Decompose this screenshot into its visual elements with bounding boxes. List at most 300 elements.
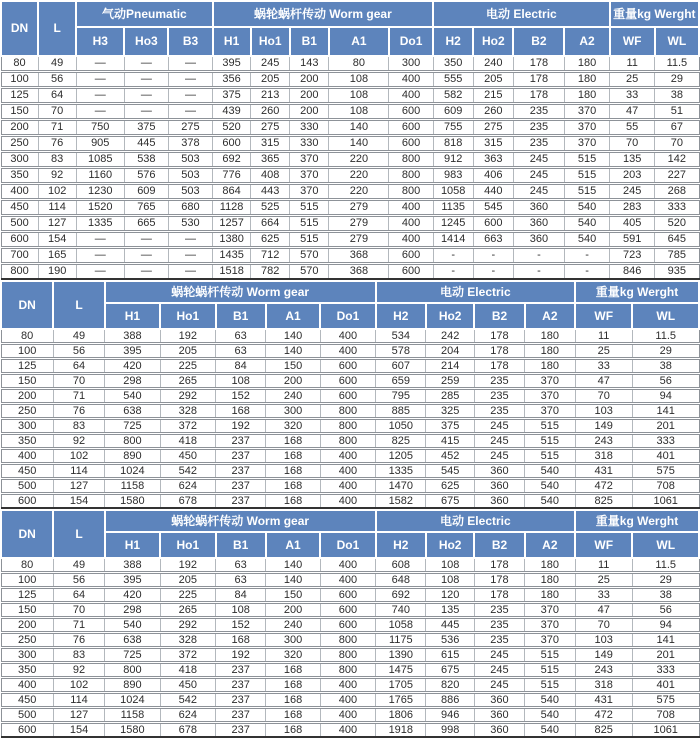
table-cell: — [124, 72, 168, 88]
table-cell: 1475 [376, 663, 426, 678]
table-cell: 582 [433, 88, 473, 104]
table-cell: 56 [38, 72, 76, 88]
table-cell: 540 [564, 200, 609, 216]
table-cell: 143 [290, 56, 329, 72]
table-cell: 333 [632, 663, 699, 678]
table-cell: - [433, 264, 473, 280]
table-cell: 800 [320, 663, 375, 678]
table-cell: 1580 [105, 723, 160, 738]
table-cell: 25 [610, 72, 655, 88]
table-cell: — [124, 264, 168, 280]
table-cell: 370 [564, 104, 609, 120]
table-cell: 515 [525, 449, 575, 464]
table-row [1, 588, 699, 603]
table-cell: 237 [216, 434, 266, 449]
table-cell: 180 [525, 558, 575, 573]
table-cell: 168 [216, 633, 266, 648]
table-cell: 259 [426, 374, 474, 389]
table-cell: 108 [329, 72, 389, 88]
table-cell: 420 [105, 359, 160, 374]
table-cell: 600 [389, 120, 433, 136]
table-cell: 368 [329, 248, 389, 264]
table-cell: 63 [216, 573, 266, 588]
table-cell: 245 [251, 56, 290, 72]
table-cell: 1135 [433, 200, 473, 216]
table-cell: 292 [160, 618, 215, 633]
table-cell: 600 [213, 136, 251, 152]
table-cell: — [124, 232, 168, 248]
col-header-b2: B2 [474, 303, 524, 329]
table-cell: 71 [38, 120, 76, 136]
col-header-b1: B1 [216, 532, 266, 558]
table-cell: 49 [53, 329, 104, 344]
table-cell: 325 [426, 404, 474, 419]
table-cell: 180 [564, 56, 609, 72]
col-header-b3: B3 [168, 27, 212, 56]
table-cell: 400 [320, 678, 375, 693]
table-cell: 600 [1, 494, 53, 509]
table-cell: - [433, 248, 473, 264]
table-cell: 400 [320, 479, 375, 494]
table-cell: 141 [632, 404, 699, 419]
table-cell: 275 [251, 120, 290, 136]
table-cell: 11 [575, 558, 632, 573]
table-cell: 268 [655, 184, 699, 200]
col-header-ho1: Ho1 [160, 303, 215, 329]
col-header-ho2: Ho2 [426, 303, 474, 329]
table-cell: 525 [251, 200, 290, 216]
col-header-h3: H3 [76, 27, 124, 56]
table-row [1, 200, 699, 216]
table-cell: 1705 [376, 678, 426, 693]
table-cell: 998 [426, 723, 474, 738]
col-header-b1: B1 [290, 27, 329, 56]
table-cell: 600 [473, 216, 513, 232]
table-row [1, 479, 699, 494]
table-cell: 600 [1, 723, 53, 738]
table-cell: 240 [473, 56, 513, 72]
table-cell: 1580 [105, 494, 160, 509]
table-cell: 360 [513, 200, 564, 216]
table-cell: 608 [376, 558, 426, 573]
table-cell: - [473, 264, 513, 280]
table-cell: 245 [610, 184, 655, 200]
table-cell: 318 [575, 678, 632, 693]
spec-table-1 [0, 0, 700, 280]
table-cell: 63 [216, 558, 266, 573]
table-cell: 401 [632, 678, 699, 693]
table-cell: 536 [426, 633, 474, 648]
table-cell: 84 [216, 359, 266, 374]
table-cell: 400 [389, 72, 433, 88]
table-cell: 108 [329, 104, 389, 120]
table-cell: 83 [38, 152, 76, 168]
table-cell: 1205 [376, 449, 426, 464]
table-row [1, 618, 699, 633]
table-cell: 600 [389, 248, 433, 264]
table-cell: 800 [320, 648, 375, 663]
table-cell: 80 [1, 558, 53, 573]
table-cell: 92 [38, 168, 76, 184]
table-cell: 243 [575, 663, 632, 678]
table-cell: 782 [251, 264, 290, 280]
table-cell: 168 [266, 663, 320, 678]
table-cell: 125 [1, 359, 53, 374]
group-header: 电动 Electric [376, 281, 575, 303]
table-cell: 500 [1, 479, 53, 494]
table-cell: 1390 [376, 648, 426, 663]
table-cell: 103 [575, 633, 632, 648]
table-cell: 56 [632, 603, 699, 618]
table-cell: 168 [266, 464, 320, 479]
table-cell: 445 [124, 136, 168, 152]
table-cell: 235 [474, 404, 524, 419]
table-cell: 452 [426, 449, 474, 464]
table-cell: 1058 [376, 618, 426, 633]
table-cell: 570 [290, 264, 329, 280]
table-cell: 1335 [76, 216, 124, 232]
table-cell: 575 [632, 464, 699, 479]
table-row [1, 232, 699, 248]
table-cell: 140 [329, 120, 389, 136]
table-cell: 750 [76, 120, 124, 136]
table-cell: 114 [53, 464, 104, 479]
table-cell: 591 [610, 232, 655, 248]
table-cell: 165 [38, 248, 76, 264]
table-cell: 103 [575, 404, 632, 419]
table-row [1, 708, 699, 723]
table-cell: 49 [38, 56, 76, 72]
table-cell: 515 [525, 678, 575, 693]
table-cell: 1061 [632, 494, 699, 509]
table-cell: 503 [168, 168, 212, 184]
col-header-a2: A2 [525, 303, 575, 329]
table-cell: 237 [216, 723, 266, 738]
table-cell: 127 [38, 216, 76, 232]
table-cell: 680 [168, 200, 212, 216]
table-cell: 225 [160, 588, 215, 603]
table-cell: 638 [105, 633, 160, 648]
table-cell: 638 [105, 404, 160, 419]
table-cell: 29 [655, 72, 699, 88]
table-cell: 200 [266, 603, 320, 618]
table-cell: 515 [525, 648, 575, 663]
table-cell: 245 [474, 648, 524, 663]
table-cell: 242 [426, 329, 474, 344]
table-cell: 192 [160, 558, 215, 573]
table-cell: 1335 [376, 464, 426, 479]
table-cell: 235 [513, 120, 564, 136]
table-cell: 395 [213, 56, 251, 72]
table-cell: 540 [525, 479, 575, 494]
col-header-do1: Do1 [389, 27, 433, 56]
table-cell: 149 [575, 419, 632, 434]
table-cell: 108 [426, 558, 474, 573]
table-cell: 245 [513, 152, 564, 168]
table-cell: — [124, 248, 168, 264]
table-cell: 237 [216, 678, 266, 693]
table-cell: 515 [525, 663, 575, 678]
table-cell: 503 [168, 152, 212, 168]
table-cell: 180 [525, 588, 575, 603]
table-cell: 360 [474, 723, 524, 738]
table-cell: 70 [38, 104, 76, 120]
table-cell: 540 [525, 494, 575, 509]
table-cell: 38 [655, 88, 699, 104]
table-cell: 1765 [376, 693, 426, 708]
table-cell: 350 [1, 663, 53, 678]
table-cell: 1158 [105, 708, 160, 723]
table-cell: 503 [168, 184, 212, 200]
table-cell: 192 [216, 648, 266, 663]
table-cell: 56 [53, 344, 104, 359]
table-cell: 108 [426, 573, 474, 588]
table-cell: — [76, 264, 124, 280]
table-row [1, 419, 699, 434]
table-cell: 83 [53, 648, 104, 663]
table-cell: 1050 [376, 419, 426, 434]
table-cell: 825 [376, 434, 426, 449]
table-cell: 440 [473, 184, 513, 200]
col-header-a2: A2 [525, 532, 575, 558]
table-cell: 800 [389, 168, 433, 184]
table-cell: 800 [320, 633, 375, 648]
table-cell: 542 [160, 464, 215, 479]
table-cell: 11 [575, 329, 632, 344]
table-cell: 275 [473, 120, 513, 136]
table-row [1, 216, 699, 232]
table-cell: 235 [474, 618, 524, 633]
table-cell: — [124, 56, 168, 72]
col-header-h1: H1 [105, 532, 160, 558]
col-header-wl: WL [655, 27, 699, 56]
table-cell: 279 [329, 200, 389, 216]
table-cell: 320 [266, 648, 320, 663]
table-cell: 431 [575, 464, 632, 479]
table-row [1, 104, 699, 120]
table-cell: 360 [474, 708, 524, 723]
table-cell: 1435 [213, 248, 251, 264]
table-cell: — [168, 56, 212, 72]
table-cell: 886 [426, 693, 474, 708]
table-row [1, 449, 699, 464]
table-cell: 395 [105, 573, 160, 588]
table-cell: 445 [426, 618, 474, 633]
table-cell: 70 [610, 136, 655, 152]
table-cell: 368 [329, 264, 389, 280]
table-cell: 800 [320, 434, 375, 449]
table-cell: 1158 [105, 479, 160, 494]
table-cell: 600 [389, 104, 433, 120]
table-cell: 578 [376, 344, 426, 359]
table-cell: 400 [1, 678, 53, 693]
table-cell: 283 [610, 200, 655, 216]
table-cell: 245 [474, 434, 524, 449]
table-cell: — [168, 104, 212, 120]
table-cell: 279 [329, 216, 389, 232]
table-cell: 400 [320, 573, 375, 588]
table-cell: 692 [213, 152, 251, 168]
table-cell: 245 [513, 184, 564, 200]
table-cell: 178 [513, 88, 564, 104]
col-header-wf: WF [575, 303, 632, 329]
table-cell: 250 [1, 136, 38, 152]
col-header-ho2: Ho2 [426, 532, 474, 558]
table-cell: 150 [266, 588, 320, 603]
table-cell: 33 [575, 588, 632, 603]
table-cell: — [124, 88, 168, 104]
group-header: 重量kg Werght [575, 281, 699, 303]
table-cell: 300 [266, 633, 320, 648]
table-cell: 500 [1, 708, 53, 723]
table-cell: 678 [160, 723, 215, 738]
table-cell: 600 [320, 588, 375, 603]
table-cell: 300 [1, 648, 53, 663]
table-cell: 378 [168, 136, 212, 152]
table-cell: 80 [329, 56, 389, 72]
table-cell: 250 [1, 404, 53, 419]
col-header-a2: A2 [564, 27, 609, 56]
table-cell: 765 [124, 200, 168, 216]
table-cell: — [124, 104, 168, 120]
table-cell: 1061 [632, 723, 699, 738]
table-cell: 237 [216, 663, 266, 678]
col-header-h1: H1 [105, 303, 160, 329]
table-cell: 370 [525, 603, 575, 618]
table-cell: 600 [1, 232, 38, 248]
table-cell: 1918 [376, 723, 426, 738]
table-cell: 140 [329, 136, 389, 152]
table-cell: 570 [290, 248, 329, 264]
table-cell: 71 [53, 389, 104, 404]
table-cell: 178 [474, 573, 524, 588]
table-cell: 360 [513, 232, 564, 248]
table-cell: — [76, 248, 124, 264]
table-cell: 300 [1, 419, 53, 434]
table-cell: 400 [1, 449, 53, 464]
table-cell: 370 [290, 168, 329, 184]
col-header-wl: WL [632, 303, 699, 329]
table-cell: 235 [474, 603, 524, 618]
table-cell: 47 [610, 104, 655, 120]
table-row [1, 404, 699, 419]
table-cell: 200 [1, 618, 53, 633]
table-cell: 515 [564, 168, 609, 184]
table-row [1, 359, 699, 374]
table-cell: — [168, 232, 212, 248]
table-cell: 25 [575, 573, 632, 588]
table-cell: - [564, 264, 609, 280]
table-cell: 664 [251, 216, 290, 232]
table-row [1, 168, 699, 184]
table-cell: 94 [632, 389, 699, 404]
table-cell: 200 [1, 120, 38, 136]
table-cell: 265 [160, 603, 215, 618]
table-cell: 800 [320, 404, 375, 419]
table-cell: 168 [266, 723, 320, 738]
table-cell: 245 [474, 678, 524, 693]
table-cell: 515 [290, 232, 329, 248]
table-cell: 235 [474, 389, 524, 404]
table-cell: 1024 [105, 693, 160, 708]
table-cell: 534 [376, 329, 426, 344]
table-cell: 1518 [213, 264, 251, 280]
table-cell: 25 [575, 344, 632, 359]
table-cell: 800 [1, 264, 38, 280]
table-row [1, 723, 699, 738]
table-cell: 127 [53, 479, 104, 494]
table-cell: 11 [610, 56, 655, 72]
table-cell: 320 [266, 419, 320, 434]
table-cell: 800 [105, 663, 160, 678]
table-cell: 538 [124, 152, 168, 168]
table-cell: 49 [53, 558, 104, 573]
table-cell: 67 [655, 120, 699, 136]
table-cell: 864 [213, 184, 251, 200]
table-cell: 94 [632, 618, 699, 633]
table-cell: 625 [426, 479, 474, 494]
table-cell: 300 [1, 152, 38, 168]
table-cell: 515 [564, 152, 609, 168]
table-cell: - [513, 264, 564, 280]
table-cell: 400 [320, 344, 375, 359]
table-cell: 154 [53, 723, 104, 738]
col-header-dn: DN [1, 510, 53, 558]
table-cell: 298 [105, 603, 160, 618]
table-cell: 400 [320, 558, 375, 573]
table-cell: 260 [251, 104, 290, 120]
table-cell: 375 [213, 88, 251, 104]
table-cell: 600 [320, 389, 375, 404]
table-row [1, 88, 699, 104]
table-cell: 675 [426, 663, 474, 678]
table-cell: 443 [251, 184, 290, 200]
table-cell: 178 [513, 56, 564, 72]
table-cell: 450 [1, 200, 38, 216]
table-cell: 125 [1, 588, 53, 603]
table-cell: 178 [474, 344, 524, 359]
table-cell: 140 [266, 573, 320, 588]
table-cell: 515 [290, 200, 329, 216]
table-cell: 240 [266, 618, 320, 633]
table-cell: 300 [266, 404, 320, 419]
col-header-dn: DN [1, 1, 38, 56]
table-cell: 540 [564, 232, 609, 248]
table-cell: 315 [473, 136, 513, 152]
table-cell: 152 [216, 618, 266, 633]
table-cell: 450 [1, 693, 53, 708]
table-cell: 180 [525, 573, 575, 588]
table-cell: 100 [1, 344, 53, 359]
table-cell: 213 [251, 88, 290, 104]
table-row [1, 434, 699, 449]
table-cell: 375 [124, 120, 168, 136]
table-cell: 245 [474, 419, 524, 434]
table-cell: 205 [473, 72, 513, 88]
col-header-l: L [38, 1, 76, 56]
table-cell: 140 [266, 558, 320, 573]
table-cell: 472 [575, 708, 632, 723]
table-cell: 71 [53, 618, 104, 633]
table-cell: 540 [525, 708, 575, 723]
table-cell: 1806 [376, 708, 426, 723]
col-header-wf: WF [575, 532, 632, 558]
table-cell: 1257 [213, 216, 251, 232]
col-header-l: L [53, 281, 104, 329]
table-row [1, 494, 699, 509]
col-header-a1: A1 [266, 303, 320, 329]
table-cell: 333 [655, 200, 699, 216]
